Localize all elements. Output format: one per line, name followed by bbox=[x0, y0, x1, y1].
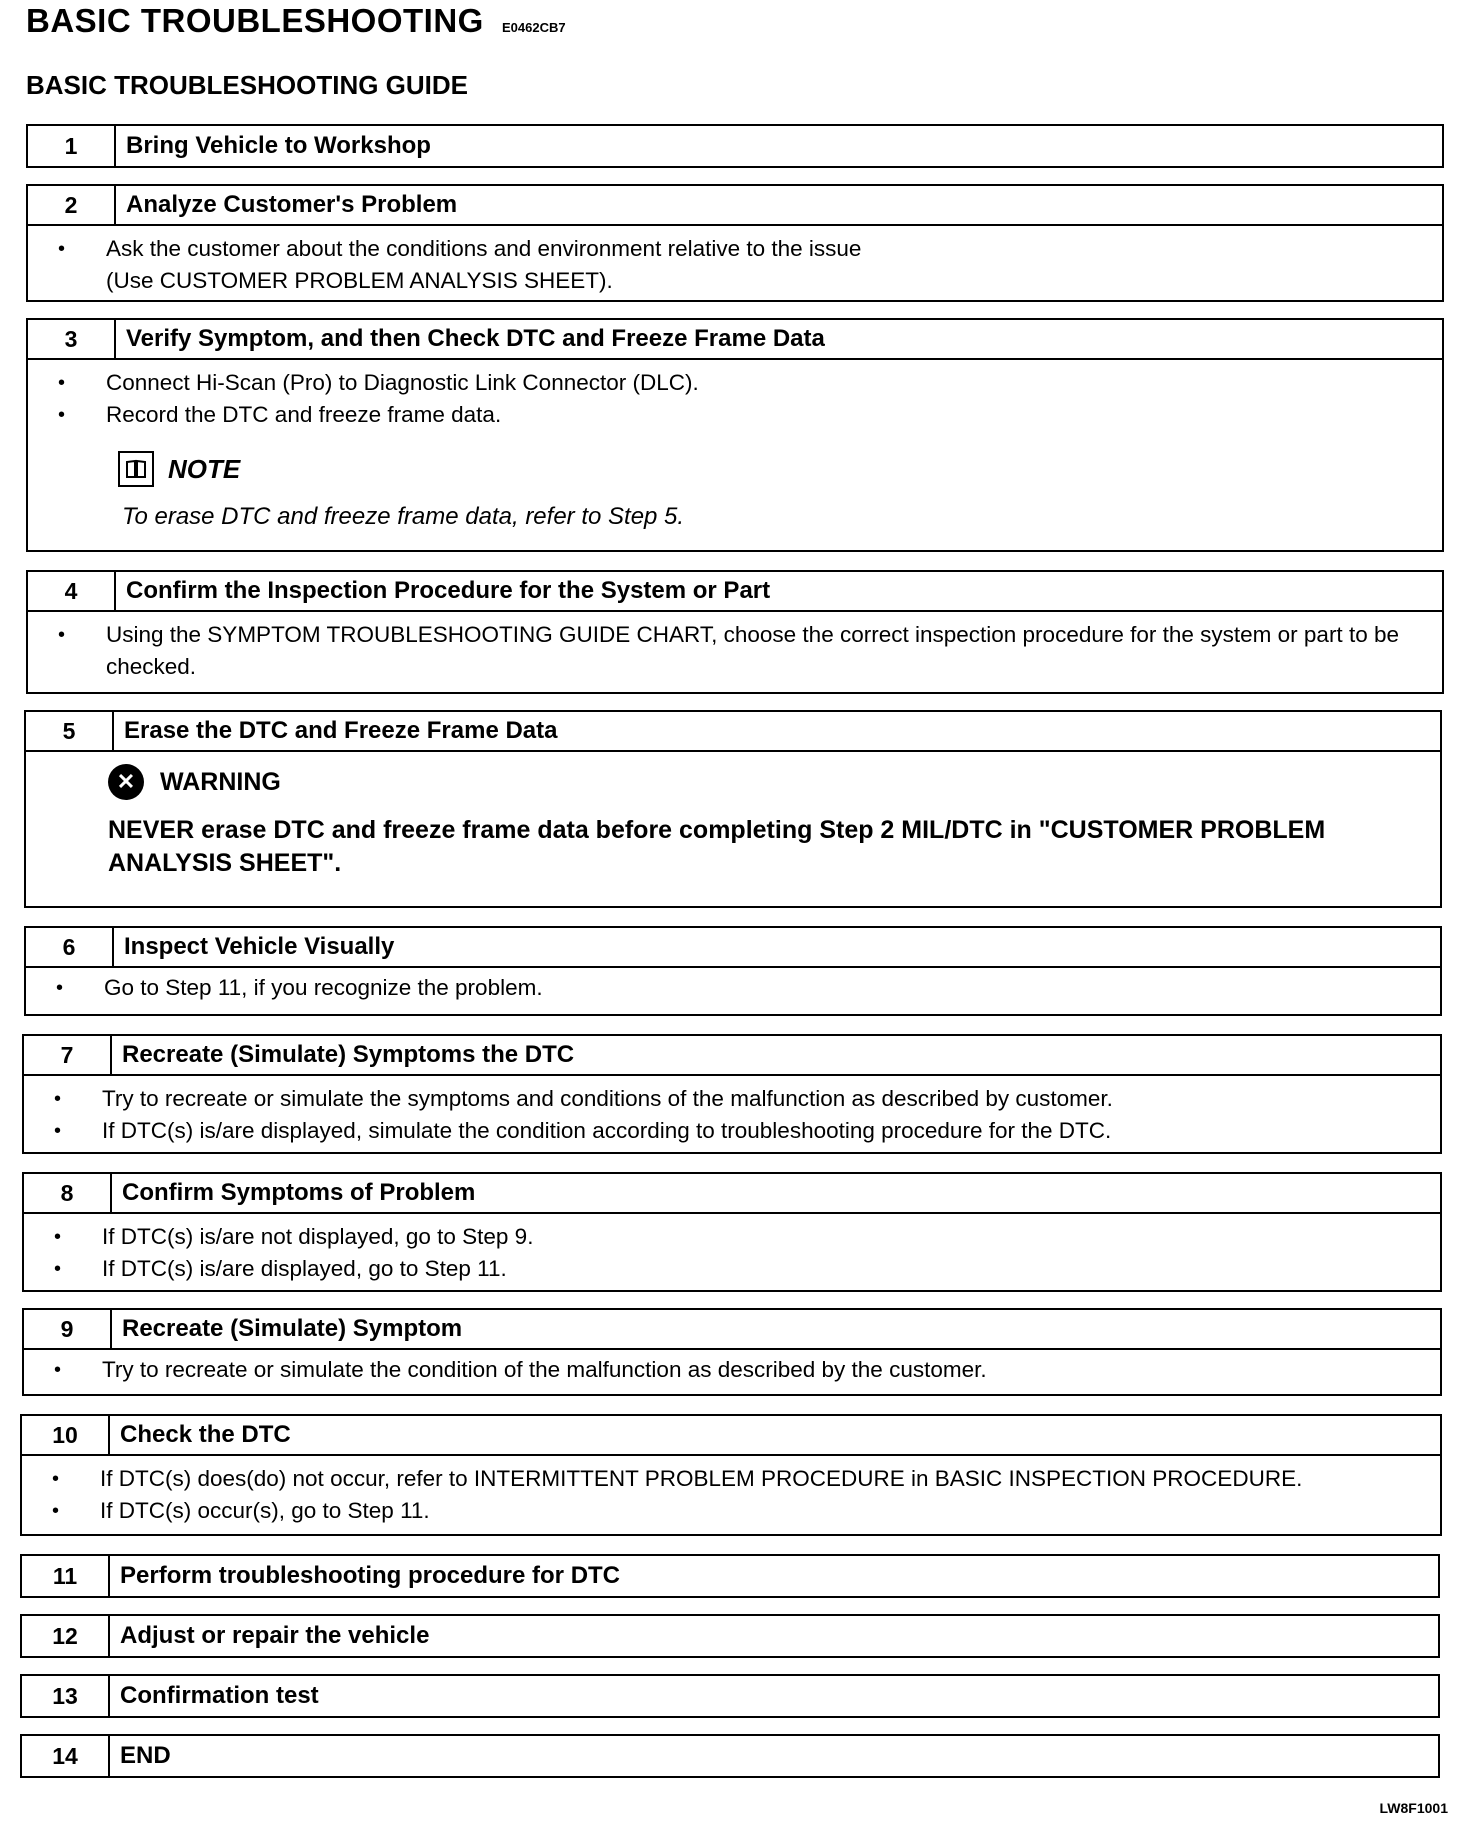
step-header bbox=[28, 320, 1442, 360]
bullet-icon: • bbox=[54, 1088, 62, 1110]
step-2 bbox=[26, 184, 1444, 302]
list-item bbox=[54, 1354, 1428, 1386]
close-circle-icon: ✕ bbox=[108, 764, 144, 800]
step-title: Verify Symptom, and then Check DTC and Freeze Frame Data bbox=[126, 325, 825, 352]
bullet-text: If DTC(s) does(do) not occur, refer to INTERMITTENT PROBLEM PROCEDURE in BASIC INSPECTION PROCEDURE. bbox=[100, 1466, 1303, 1491]
step-number: 5 bbox=[26, 712, 114, 750]
list-item bbox=[52, 1495, 1428, 1527]
step-number: 7 bbox=[24, 1036, 112, 1074]
bullet-icon: • bbox=[58, 238, 66, 260]
bullet-icon: • bbox=[54, 1258, 62, 1280]
step-title: Confirm Symptoms of Problem bbox=[122, 1179, 476, 1206]
bullet-text: Using the SYMPTOM TROUBLESHOOTING GUIDE CHART, choose the correct inspection procedure for the system or part to be checked. bbox=[106, 622, 1399, 679]
step-header bbox=[24, 1310, 1440, 1350]
list-item bbox=[54, 1221, 1428, 1253]
warning-label: WARNING bbox=[160, 767, 281, 796]
step-number: 4 bbox=[28, 572, 116, 610]
note-label: NOTE bbox=[168, 453, 241, 484]
step-title: END bbox=[120, 1742, 171, 1769]
step-header bbox=[24, 1036, 1440, 1076]
step-number: 14 bbox=[22, 1736, 110, 1776]
bullet-text: Try to recreate or simulate the symptoms and conditions of the malfunction as described by customer. bbox=[102, 1086, 1113, 1111]
step-header bbox=[28, 186, 1442, 226]
note-callout bbox=[118, 451, 1430, 487]
step-9 bbox=[22, 1308, 1442, 1396]
step-title: Erase the DTC and Freeze Frame Data bbox=[124, 717, 558, 744]
step-number: 8 bbox=[24, 1174, 112, 1212]
step-header bbox=[28, 572, 1442, 612]
step-header bbox=[22, 1736, 1438, 1776]
step-title: Perform troubleshooting procedure for DTC bbox=[120, 1562, 621, 1589]
bullet-icon: • bbox=[58, 624, 66, 646]
bullet-text: If DTC(s) is/are displayed, go to Step 11. bbox=[102, 1256, 507, 1281]
step-header bbox=[22, 1676, 1438, 1716]
step-header bbox=[26, 928, 1440, 968]
book-icon bbox=[118, 451, 154, 487]
step-4 bbox=[26, 570, 1444, 694]
step-title: Confirmation test bbox=[120, 1682, 319, 1709]
step-header bbox=[26, 712, 1440, 752]
step-title: Check the DTC bbox=[120, 1421, 291, 1448]
bullet-text: Connect Hi-Scan (Pro) to Diagnostic Link Connector (DLC). bbox=[106, 370, 699, 395]
bullet-icon: • bbox=[58, 404, 66, 426]
step-3 bbox=[26, 318, 1444, 552]
step-title: Confirm the Inspection Procedure for the System or Part bbox=[126, 577, 771, 604]
list-item bbox=[54, 1083, 1428, 1115]
step-5 bbox=[24, 710, 1442, 908]
section-subtitle: BASIC TROUBLESHOOTING GUIDE bbox=[26, 70, 469, 100]
step-number: 3 bbox=[28, 320, 116, 358]
step-13 bbox=[20, 1674, 1440, 1718]
list-item bbox=[54, 1115, 1428, 1147]
bullet-icon: • bbox=[58, 372, 66, 394]
figure-code: LW8F1001 bbox=[1379, 1800, 1448, 1816]
step-10 bbox=[20, 1414, 1442, 1536]
step-number: 9 bbox=[24, 1310, 112, 1348]
warning-text: NEVER erase DTC and freeze frame data before completing Step 2 MIL/DTC in "CUSTOMER PROBLEM ANALYSIS SHEET". bbox=[108, 816, 1326, 877]
bullet-icon: • bbox=[54, 1226, 62, 1248]
list-item bbox=[56, 972, 1428, 1004]
bullet-text: If DTC(s) is/are displayed, simulate the condition according to troubleshooting procedure for the DTC. bbox=[102, 1118, 1112, 1143]
bullet-text: Ask the customer about the conditions and environment relative to the issue (Use CUSTOMER PROBLEM ANALYSIS SHEET). bbox=[106, 236, 862, 293]
step-number: 10 bbox=[22, 1416, 110, 1454]
list-item bbox=[54, 1253, 1428, 1285]
step-1 bbox=[26, 124, 1444, 168]
page-title: BASIC TROUBLESHOOTING bbox=[26, 2, 484, 39]
bullet-icon: • bbox=[54, 1359, 62, 1381]
bullet-icon: • bbox=[52, 1500, 60, 1522]
bullet-icon: • bbox=[52, 1468, 60, 1490]
step-8 bbox=[22, 1172, 1442, 1292]
page-code: E0462CB7 bbox=[502, 20, 566, 35]
step-number: 2 bbox=[28, 186, 116, 224]
step-header bbox=[22, 1556, 1438, 1596]
step-6 bbox=[24, 926, 1442, 1016]
step-number: 11 bbox=[22, 1556, 110, 1596]
bullet-icon: • bbox=[56, 977, 64, 999]
bullet-text: Try to recreate or simulate the condition of the malfunction as described by the customer. bbox=[102, 1357, 987, 1382]
bullet-text: Record the DTC and freeze frame data. bbox=[106, 402, 502, 427]
step-number: 6 bbox=[26, 928, 114, 966]
bullet-icon: • bbox=[54, 1120, 62, 1142]
step-number: 13 bbox=[22, 1676, 110, 1716]
step-title: Bring Vehicle to Workshop bbox=[126, 132, 431, 159]
step-header bbox=[22, 1616, 1438, 1656]
step-header bbox=[22, 1416, 1440, 1456]
step-11 bbox=[20, 1554, 1440, 1598]
list-item bbox=[52, 1463, 1428, 1495]
list-item bbox=[58, 399, 1430, 431]
step-header bbox=[28, 126, 1442, 166]
step-title: Adjust or repair the vehicle bbox=[120, 1622, 430, 1649]
step-7 bbox=[22, 1034, 1442, 1154]
list-item bbox=[58, 233, 1430, 297]
bullet-text: Go to Step 11, if you recognize the problem. bbox=[104, 975, 543, 1000]
step-14 bbox=[20, 1734, 1440, 1778]
step-title: Recreate (Simulate) Symptom bbox=[122, 1315, 463, 1342]
step-12 bbox=[20, 1614, 1440, 1658]
step-title: Inspect Vehicle Visually bbox=[124, 933, 395, 960]
bullet-text: If DTC(s) occur(s), go to Step 11. bbox=[100, 1498, 430, 1523]
step-number: 1 bbox=[28, 126, 116, 166]
step-title: Recreate (Simulate) Symptoms the DTC bbox=[122, 1041, 575, 1068]
bullet-text: If DTC(s) is/are not displayed, go to Step 9. bbox=[102, 1224, 534, 1249]
list-item bbox=[58, 367, 1430, 399]
step-header bbox=[24, 1174, 1440, 1214]
step-number: 12 bbox=[22, 1616, 110, 1656]
step-title: Analyze Customer's Problem bbox=[126, 191, 458, 218]
warning-callout bbox=[108, 764, 1440, 800]
note-text: To erase DTC and freeze frame data, refer to Step 5. bbox=[122, 503, 685, 530]
list-item bbox=[58, 619, 1430, 683]
